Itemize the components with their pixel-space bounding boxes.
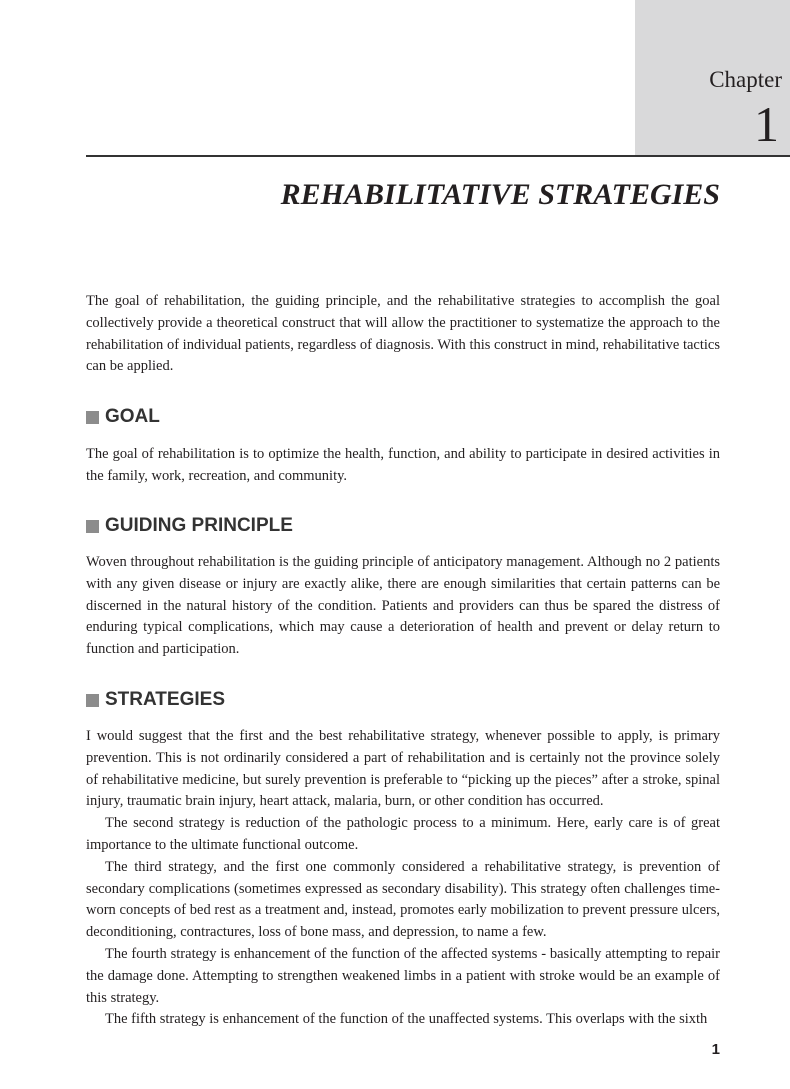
page-number: 1 [711, 1041, 720, 1058]
paragraph: The third strategy, and the first one commonly considered a rehabilitative strategy, is prevention of secondary complications (sometimes expressed as secondary disability). This strategy often challenges time-worn concepts of bed rest as a treatment and, instead, promotes early mobilization to prevent pressure ulcers, deconditioning, contractures, loss of bone mass, and depression, to name a few. [86, 858, 720, 941]
paragraph: The second strategy is reduction of the pathologic process to a minimum. Here, early care is of great importance to the ultimate functional outcome. [86, 815, 720, 853]
chapter-tab [635, 0, 790, 155]
chapter-title: REHABILITATIVE STRATEGIES [280, 178, 720, 211]
chapter-label: Chapter [709, 67, 782, 92]
section-heading-label: GOAL [105, 406, 160, 427]
paragraph: The goal of rehabilitation is to optimize the health, function, and ability to participate in desired activities in the family, work, recreation, and community. [86, 446, 720, 484]
guiding-principle-body [86, 552, 720, 661]
heading-square-icon [86, 694, 99, 707]
heading-square-icon [86, 520, 99, 533]
paragraph: The goal of rehabilitation, the guiding principle, and the rehabilitative strategies to accomplish the goal collectively provide a theoretical construct that will allow the practitioner to systematize the approach to the rehabilitation of individual patients, regardless of diagnosis. With this construct in mind, rehabilitative tactics can be applied. [86, 293, 720, 375]
chapter-rule [86, 155, 790, 157]
chapter-number: 1 [754, 96, 779, 152]
paragraph: I would suggest that the first and the best rehabilitative strategy, whenever possible to apply, is primary prevention. This is not ordinarily considered a part of rehabilitation and is certainly not the province solely of rehabilitative medicine, but surely prevention is preferable to “picking up the pieces” after a stroke, spinal injury, traumatic brain injury, heart attack, malaria, burn, or other condition has occurred. [86, 728, 720, 810]
section-heading-label: STRATEGIES [105, 689, 225, 710]
paragraph: Woven throughout rehabilitation is the guiding principle of anticipatory management. Although no 2 patients with any given disease or injury are exactly alike, there are enough similarities that certain patterns can be discerned in the natural history of the condition. Patients and providers can thus be spared the distress of enduring typical complications, which may cause a deterioration of health and prevent or delay return to function and participation. [86, 554, 720, 658]
section-heading-strategies [86, 688, 720, 712]
goal-body [86, 444, 720, 488]
section-heading-label: GUIDING PRINCIPLE [105, 515, 293, 536]
intro-paragraph [86, 291, 720, 378]
strategies-body [86, 726, 720, 1031]
section-heading-guiding-principle [86, 514, 720, 538]
heading-square-icon [86, 411, 99, 424]
section-heading-goal [86, 405, 720, 429]
paragraph: The fourth strategy is enhancement of the function of the affected systems - basically attempting to repair the damage done. Attempting to strengthen weakened limbs in a patient with stroke would be an example of this strategy. [86, 945, 720, 1006]
paragraph: The fifth strategy is enhancement of the function of the unaffected systems. This overlaps with the sixth [105, 1011, 708, 1028]
